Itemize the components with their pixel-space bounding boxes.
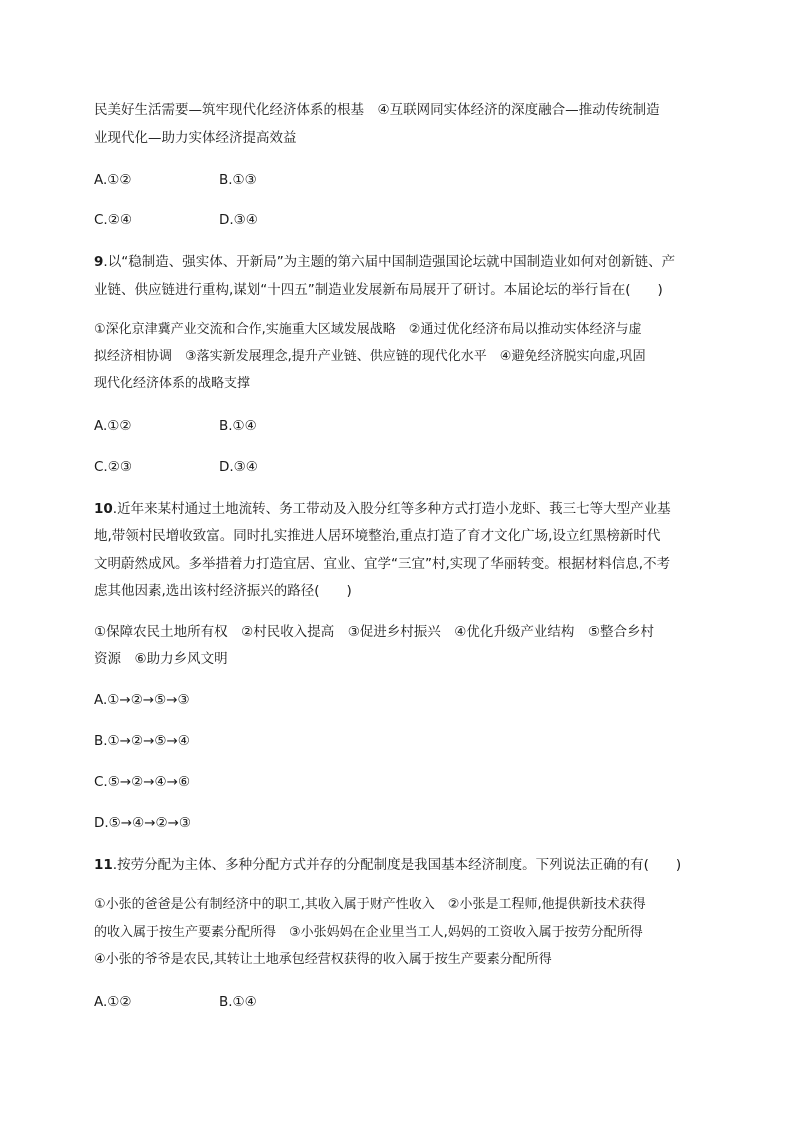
q11-statement-line-3: ④小张的爷爷是农民,其转让土地承包经营权获得的收入属于按生产要素分配所得 — [94, 952, 552, 967]
q8-option-a[interactable]: A.①② — [94, 172, 132, 188]
q9-stem-line-1 — [94, 253, 675, 271]
q10-number: 10 — [94, 501, 113, 517]
q10-statement-line-2: 资源 ⑥助力乡风文明 — [94, 651, 228, 667]
q10-stem-line-4: 虑其他因素,选出该村经济振兴的路径( ) — [94, 583, 352, 599]
q10-option-d[interactable]: D.⑤→④→②→③ — [94, 815, 192, 831]
q9-statement-line-3: 现代化经济体系的战略支撑 — [94, 376, 251, 391]
q10-stem-line-1 — [94, 500, 671, 518]
q9-stem-line-2: 业链、供应链进行重构,谋划“十四五”制造业发展新布局展开了研讨。本届论坛的举行旨在( ) — [94, 282, 663, 298]
q9-option-c[interactable]: C.②③ — [94, 459, 132, 475]
q8-statement-line-1: 民美好生活需要—筑牢现代化经济体系的根基 ④互联网同实体经济的深度融合—推动传统制造 — [94, 102, 660, 118]
q8-statement-line-2: 业现代化—助力实体经济提高效益 — [94, 130, 297, 146]
q11-number: 11 — [94, 857, 113, 873]
q10-option-a[interactable]: A.①→②→⑤→③ — [94, 692, 190, 708]
q9-option-b[interactable]: B.①④ — [219, 418, 257, 434]
q10-option-b[interactable]: B.①→②→⑤→④ — [94, 733, 190, 749]
q9-option-d[interactable]: D.③④ — [219, 459, 258, 475]
q9-statement-line-2: 拟经济相协调 ③落实新发展理念,提升产业链、供应链的现代化水平 ④避免经济脱实向虚,巩固 — [94, 349, 646, 364]
q10-option-c[interactable]: C.⑤→②→④→⑥ — [94, 774, 191, 790]
q11-stem-text: .按劳分配为主体、多种分配方式并存的分配制度是我国基本经济制度。下列说法正确的有( ) — [112, 857, 682, 873]
q8-option-b[interactable]: B.①③ — [219, 172, 257, 188]
q11-option-a[interactable]: A.①② — [94, 994, 132, 1010]
q9-option-a[interactable]: A.①② — [94, 418, 132, 434]
q10-stem-line-3: 文明蔚然成风。多举措着力打造宜居、宜业、宜学“三宜”村,实现了华丽转变。根据材料信息,不考 — [94, 556, 671, 572]
q8-option-d[interactable]: D.③④ — [219, 212, 258, 228]
q11-stem-line-1 — [94, 856, 681, 874]
q11-option-b[interactable]: B.①④ — [219, 994, 257, 1010]
q9-stem-text: .以“稳制造、强实体、开新局”为主题的第六届中国制造强国论坛就中国制造业如何对创新链、产 — [103, 254, 676, 270]
q10-statement-line-1: ①保障农民土地所有权 ②村民收入提高 ③促进乡村振兴 ④优化升级产业结构 ⑤整合乡村 — [94, 624, 655, 640]
q11-statement-line-2: 的收入属于按生产要素分配所得 ③小张妈妈在企业里当工人,妈妈的工资收入属于按劳分配所得 — [94, 925, 643, 940]
q11-statement-line-1: ①小张的爸爸是公有制经济中的职工,其收入属于财产性收入 ②小张是工程师,他提供新技术获得 — [94, 897, 646, 912]
q10-stem-text: .近年来某村通过土地流转、务工带动及入股分红等多种方式打造小龙虾、莪三七等大型产业基 — [112, 501, 671, 517]
q8-option-c[interactable]: C.②④ — [94, 212, 132, 228]
q9-number: 9 — [94, 254, 104, 270]
q10-stem-line-2: 地,带领村民增收致富。同时扎实推进人居环境整治,重点打造了育才文化广场,设立红黑榜新时代 — [94, 528, 661, 544]
q9-statement-line-1: ①深化京津冀产业交流和合作,实施重大区域发展战略 ②通过优化经济布局以推动实体经济与虚 — [94, 322, 642, 337]
